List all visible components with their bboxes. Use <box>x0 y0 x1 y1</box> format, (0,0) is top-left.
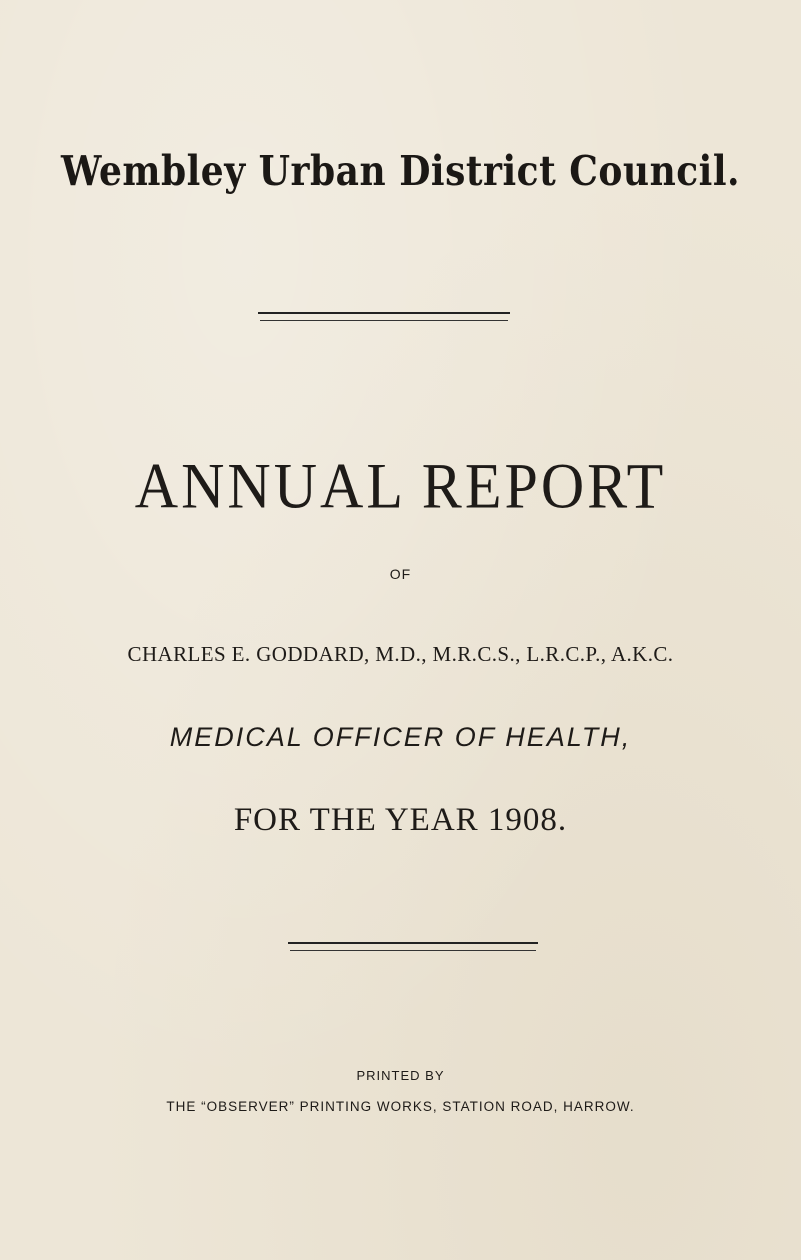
of-label: OF <box>389 566 412 582</box>
council-heading: Wembley Urban District Council. <box>60 146 741 196</box>
report-title: ANNUAL REPORT <box>134 450 667 522</box>
office-title: MEDICAL OFFICER OF HEALTH, <box>169 722 632 752</box>
printed-by-label: PRINTED BY <box>356 1068 445 1083</box>
report-year: FOR THE YEAR 1908. <box>233 802 568 838</box>
author-name: CHARLES E. GODDARD, M.D., M.R.C.S., L.R.C.P., A.K.C. <box>127 642 674 666</box>
printer-imprint: THE “OBSERVER” PRINTING WORKS, STATION ROAD, HARROW. <box>166 1099 635 1114</box>
